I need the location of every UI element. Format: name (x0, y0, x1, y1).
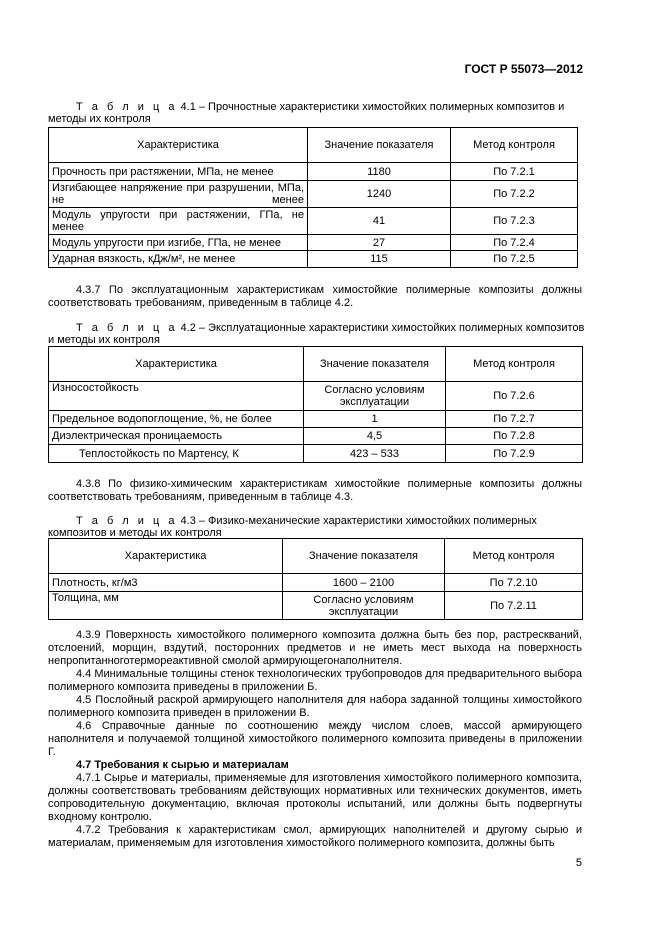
row-value: 1180 (308, 163, 451, 181)
row-value: Согласно условиям эксплуатации (304, 382, 446, 411)
document-code: ГОСТ Р 55073—2012 (464, 62, 583, 76)
row-value: 4,5 (304, 428, 446, 445)
row-method: По 7.2.5 (451, 251, 578, 268)
table3-caption-text: 4.3 – Физико-механические характеристики химостойких полимерных композитов и методы их контроля (48, 515, 537, 539)
header-characteristic: Характеристика (49, 128, 308, 163)
table-row (49, 428, 583, 445)
row-method: По 7.2.4 (451, 235, 578, 251)
row-method: По 7.2.3 (451, 208, 578, 235)
row-method: По 7.2.8 (446, 428, 583, 445)
table-header-row (49, 128, 578, 163)
row-value: 41 (308, 208, 451, 235)
row-method: По 7.2.9 (446, 445, 583, 463)
header-method: Метод контроля (445, 539, 583, 574)
row-characteristic: Плотность, кг/м3 (49, 574, 283, 592)
header-method: Метод контроля (451, 128, 578, 163)
table-row (49, 445, 583, 463)
row-value: 1240 (308, 181, 451, 208)
paragraph-4-4: 4.4 Минимальные толщины стенок технологических трубопроводов для предварительного выбора полимерного композита приведены в приложении Б. (48, 668, 582, 693)
table-row (49, 411, 583, 428)
row-characteristic: Теплостойкость по Мартенсу, К (49, 445, 304, 463)
table1-caption-prefix: Т а б л и ц а (76, 101, 178, 113)
paragraph-4-7-2: 4.7.2 Требования к характеристикам смол, армирующих наполнителей и другому сырью и материалам, применяемым для изготовления химостойкого полимерного композита, должны быть (48, 824, 582, 849)
page-number: 5 (575, 857, 582, 869)
paragraph-4-3-8: 4.3.8 По физико-химическим характеристикам химостойкие полимерные композиты должны соответствовать требованиям, приведенным в таблице 4.3. (48, 478, 582, 503)
row-method: По 7.2.2 (451, 181, 578, 208)
table-row (49, 235, 578, 251)
table1-caption (48, 101, 586, 125)
row-value: 115 (308, 251, 451, 268)
header-value: Значение показателя (304, 347, 446, 382)
header-value: Значение показателя (283, 539, 445, 574)
row-value: 1 (304, 411, 446, 428)
table2-caption (48, 322, 586, 346)
header-method: Метод контроля (446, 347, 583, 382)
table3-caption (48, 515, 586, 539)
table-row (49, 181, 578, 208)
table-header-row (49, 347, 583, 382)
row-characteristic: Предельное водопоглощение, %, не более (49, 411, 304, 428)
body-text (48, 629, 582, 850)
header-value: Значение показателя (308, 128, 451, 163)
table-row (49, 382, 583, 411)
row-value: 423 – 533 (304, 445, 446, 463)
row-method: По 7.2.6 (446, 382, 583, 411)
row-method: По 7.2.11 (445, 592, 583, 620)
row-characteristic: Ударная вязкость, кДж/м², не менее (49, 251, 308, 268)
table-header-row (49, 539, 583, 574)
row-characteristic: Модуль упругости при изгибе, ГПа, не менее (49, 235, 308, 251)
row-method: По 7.2.1 (451, 163, 578, 181)
row-characteristic: Диэлектрическая проницаемость (49, 428, 304, 445)
table-4-3 (48, 538, 583, 620)
paragraph-4-3-7: 4.3.7 По эксплуатационным характеристикам химостойкие полимерные композиты должны соответствовать требованиям, приведенным в таблице 4.2. (48, 284, 582, 309)
table-row (49, 574, 583, 592)
row-method: По 7.2.10 (445, 574, 583, 592)
table-row (49, 592, 583, 620)
row-value: 1600 – 2100 (283, 574, 445, 592)
paragraph-4-3-9: 4.3.9 Поверхность химостойкого полимерного композита должна быть без пор, растрескваний, отслоений, морщин, вздутий, посторонних предметов и не иметь мест выхода на поверхность непропитанноготермореактивной смолой армирующегонаполнителя. (48, 629, 582, 667)
paragraph-4-6: 4.6 Справочные данные по соотношению между числом слоев, массой армирующего наполнителя и получаемой толщиной химостойкого полимерного композита приведены в приложении Г. (48, 720, 582, 758)
row-characteristic: Износостойкость (49, 382, 304, 411)
section-heading-4-7: 4.7 Требования к сырью и материалам (76, 759, 289, 771)
table-4-2 (48, 346, 583, 463)
row-characteristic: Изгибающее напряжение при разрушении, МПа, не менее (49, 181, 308, 208)
row-method: По 7.2.7 (446, 411, 583, 428)
row-characteristic: Модуль упругости при растяжении, ГПа, не менее (49, 208, 308, 235)
table-row (49, 163, 578, 181)
table-row (49, 251, 578, 268)
table3-caption-prefix: Т а б л и ц а (76, 515, 178, 527)
header-characteristic: Характеристика (49, 539, 283, 574)
table-4-1 (48, 127, 578, 268)
paragraph-4-7-1: 4.7.1 Сырье и материалы, применяемые для изготовления химостойкого полимерного композита, должны соответствовать требованиям действующих нормативных или технических документов, иметь сопроводительную документацию, включая протоколы испытаний, или должны быть подвергнуты входному контролю. (48, 772, 582, 823)
table1-caption-text: 4.1 – Прочностные характеристики химостойких полимерных композитов и методы их контроля (48, 101, 565, 125)
row-value: 27 (308, 235, 451, 251)
row-value: Согласно условиям эксплуатации (283, 592, 445, 620)
row-characteristic: Толщина, мм (49, 592, 283, 620)
paragraph-4-5: 4.5 Послойный раскрой армирующего наполнителя для набора заданной толщины химостойкого полимерного композита приведен в приложении В. (48, 694, 582, 719)
table2-caption-text: 4.2 – Эксплуатационные характеристики химостойких полимерных композитов и методы их контроля (48, 322, 585, 346)
header-characteristic: Характеристика (49, 347, 304, 382)
table2-caption-prefix: Т а б л и ц а (76, 322, 178, 334)
row-characteristic: Прочность при растяжении, МПа, не менее (49, 163, 308, 181)
table-row (49, 208, 578, 235)
